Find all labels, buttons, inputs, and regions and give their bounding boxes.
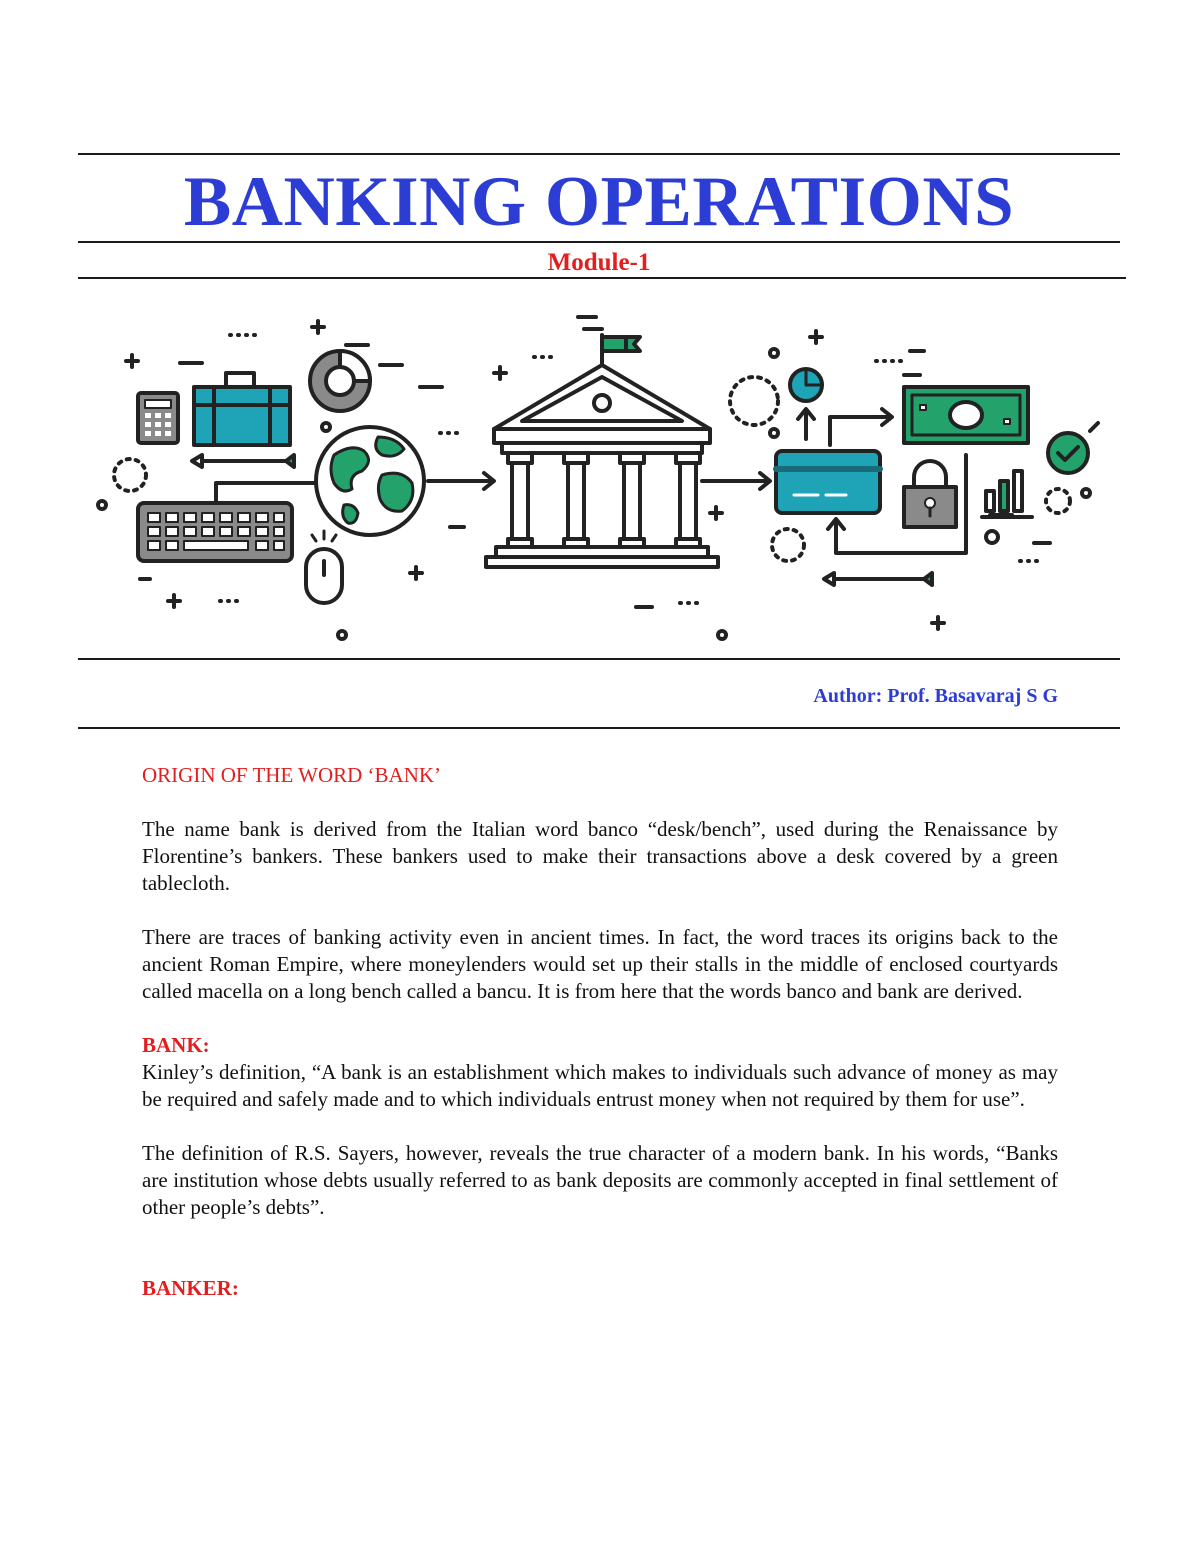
paragraph-origin-2: There are traces of banking activity even in ancient times. In fact, the word traces its origins back to the ancient Roman Empire, where moneylenders would set up their stalls in the middle of enclosed courtyards called macella on a long bench called a bancu. It is from here that the words banco and bank are derived. — [142, 925, 1058, 1003]
credit-card-icon — [776, 451, 880, 513]
arrow-card-to-note — [830, 409, 892, 445]
module-label: Module-1 — [547, 249, 651, 276]
keyboard-icon — [138, 483, 316, 561]
illustration-bottom-rule — [78, 658, 1120, 660]
banking-illustration — [90, 305, 1110, 650]
title-underline-rule — [78, 241, 1120, 243]
section-heading-origin: ORIGIN OF THE WORD ‘BANK’ — [142, 763, 442, 787]
document-title: BANKING OPERATIONS — [183, 163, 1015, 241]
pie-chart-icon — [310, 351, 370, 411]
arrow-bank-to-card — [702, 473, 770, 489]
checkmark-badge-icon — [1048, 423, 1098, 473]
pen-bottom-icon — [824, 573, 932, 585]
document-body — [142, 762, 1058, 1302]
globe-icon — [316, 427, 424, 535]
flag-icon — [602, 337, 640, 351]
author-bottom-rule — [78, 727, 1120, 729]
section-heading-bank: BANK: — [142, 1033, 210, 1057]
mouse-icon — [306, 531, 342, 603]
paragraph-bank-2: The definition of R.S. Sayers, however, reveals the true character of a modern bank. In his words, “Banks are institution whose debts usually referred to as bank deposits are commonly accepted in final settlement of other people’s debts”. — [142, 1141, 1058, 1219]
bank-building-icon — [486, 335, 718, 567]
section-heading-banker: BANKER: — [142, 1276, 239, 1300]
author-line: Author: Prof. Basavaraj S G — [813, 685, 1058, 707]
padlock-icon — [904, 461, 956, 527]
module-underline-rule — [78, 277, 1126, 279]
paragraph-bank-1: Kinley’s definition, “A bank is an establishment which makes to individuals such advance of money as may be required and safely made and to which individuals entrust money when not required by them for use”. — [142, 1060, 1058, 1111]
small-pie-chart-icon — [790, 369, 822, 439]
paragraph-origin-1: The name bank is derived from the Italian word banco “desk/bench”, used during the Renaissance by Florentine’s bankers. These bankers used to make their transactions above a desk covered by a green tablecloth. — [142, 817, 1058, 895]
pen-icon — [192, 455, 294, 467]
calculator-icon — [138, 393, 178, 443]
banknote-icon — [904, 387, 1028, 443]
arrow-globe-to-bank — [428, 473, 494, 489]
briefcase-icon — [194, 373, 290, 445]
top-rule — [78, 153, 1120, 155]
bar-chart-icon — [982, 471, 1032, 517]
